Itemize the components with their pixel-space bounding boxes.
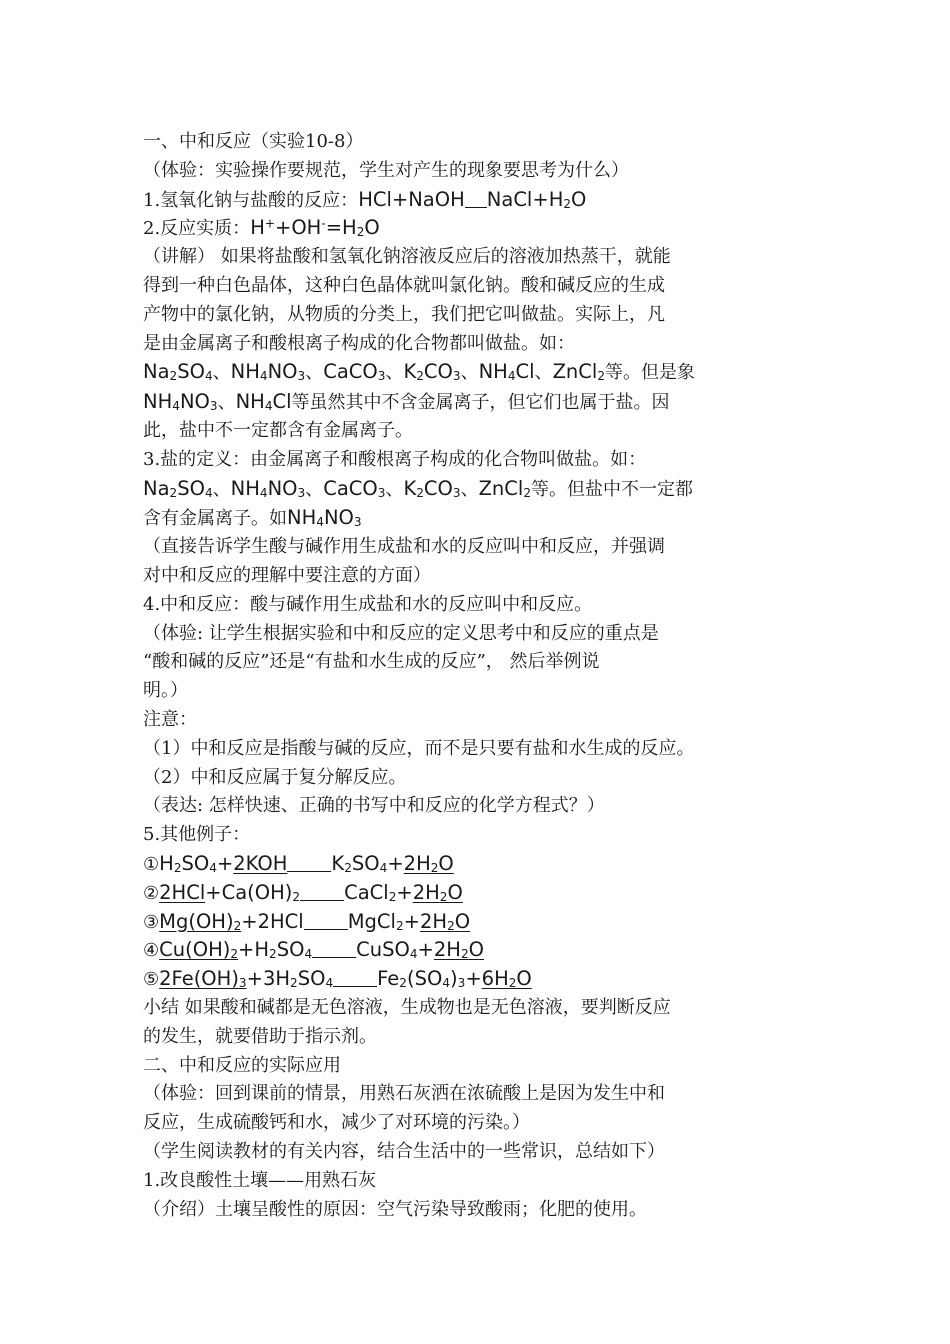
text-line: 的发生，就要借助于指示剂。 bbox=[143, 1025, 377, 1047]
formula-line: 含有金属离子。如$NH_4NO_3$ bbox=[143, 506, 362, 530]
text-line: （直接告诉学生酸与碱作用生成盐和水的反应叫中和反应，并强调 bbox=[143, 536, 665, 558]
text-line: 明。） bbox=[143, 680, 188, 702]
text-line: （1）中和反应是指酸与碱的反应，而不是只要有盐和水生成的反应。 bbox=[143, 737, 695, 759]
document-body bbox=[143, 128, 863, 1224]
text-line: 产物中的氯化钠，从物质的分类上，我们把它叫做盐。实际上，凡 bbox=[143, 303, 665, 325]
text-line: 得到一种白色晶体，这种白色晶体就叫氯化钠。酸和碱反应的生成 bbox=[143, 274, 665, 296]
example-equation-5: $⑤2Fe(OH)_3+3H_2SO_4$ $Fe_2(SO_4)_3+6H_2O$ bbox=[143, 967, 532, 991]
section-heading-1: 一、中和反应（实验10-8） bbox=[143, 131, 364, 152]
text-line: （体验: 让学生根据实验和中和反应的定义思考中和反应的重点是 bbox=[143, 622, 659, 644]
text-line: 反应，生成硫酸钙和水，减少了对环境的污染。） bbox=[143, 1112, 530, 1134]
text-line: （体验：实验操作要规范，学生对产生的现象要思考为什么） bbox=[143, 159, 629, 181]
equation-line: 2.反应实质：$H^++OH^-=H_2O$ bbox=[143, 216, 380, 240]
example-equation-2: $②2HCl+Ca(OH)_2$ $CaCl_2+2H_2O$ bbox=[143, 880, 463, 904]
text-line: 注意： bbox=[143, 709, 197, 731]
text-line: 小结 如果酸和碱都是无色溶液，生成物也是无色溶液，要判断反应 bbox=[143, 997, 671, 1019]
text-line: 1.改良酸性土壤——用熟石灰 bbox=[143, 1169, 377, 1191]
text-line: 5.其他例子： bbox=[143, 824, 251, 846]
equation-blank bbox=[333, 966, 377, 987]
equation-blank bbox=[287, 851, 331, 872]
formula-line: $Na_2SO_4$、$NH_4NO_3$、CaCO$_3$、$K_2CO_3$、$NH_4Cl$、ZnCl$_2$等。但是象 bbox=[143, 360, 696, 384]
formula-line: $Na_2SO_4$、$NH_4NO_3$、CaCO$_3$、$K_2CO_3$、ZnCl$_2$等。但盐中不一定都 bbox=[143, 476, 694, 500]
text-line: 4.中和反应：酸与碱作用生成盐和水的反应叫中和反应。 bbox=[143, 593, 593, 615]
text-line: （学生阅读教材的有关内容，结合生活中的一些常识，总结如下） bbox=[143, 1141, 665, 1162]
section-heading-2: 二、中和反应的实际应用 bbox=[143, 1054, 341, 1076]
text-line: （介绍）土壤呈酸性的原因：空气污染导致酸雨；化肥的使用。 bbox=[143, 1198, 647, 1220]
text-line: 3.盐的定义：由金属离子和酸根离子构成的化合物叫做盐。如： bbox=[143, 449, 647, 471]
text-line: （2）中和反应属于复分解反应。 bbox=[143, 766, 407, 788]
example-equation-4: $④Cu(OH)_2+H_2SO_4$ $CuSO_4+2H_2O$ bbox=[143, 938, 485, 962]
equation-blank bbox=[312, 937, 356, 958]
text-line: 对中和反应的理解中要注意的方面） bbox=[143, 565, 431, 587]
equation-line: 1.氢氧化钠与盐酸的反应：HCl+NaOH $NaCl+H_2O$ bbox=[143, 187, 587, 211]
text-line: （体验：回到课前的情景，用熟石灰洒在浓硫酸上是因为发生中和 bbox=[143, 1083, 665, 1105]
equation-blank bbox=[304, 909, 348, 930]
text-line: （表达: 怎样快速、正确的书写中和反应的化学方程式？） bbox=[143, 795, 605, 817]
text-line: 此，盐中不一定都含有金属离子。 bbox=[143, 420, 413, 442]
text-line: “酸和碱的反应”还是“有盐和水生成的反应”， 然后举例说 bbox=[143, 651, 600, 673]
equation-blank bbox=[465, 187, 487, 208]
example-equation-1: $①H_2SO_4+2KOH$ $K_2SO_4+2H_2O$ bbox=[143, 852, 454, 876]
formula-line: $NH_4NO_3$、$NH_4Cl$等虽然其中不含金属离子，但它们也属于盐。因 bbox=[143, 389, 670, 413]
equation-blank bbox=[300, 880, 344, 901]
text-line: （讲解） 如果将盐酸和氢氧化钠溶液反应后的溶液加热蒸干，就能 bbox=[143, 246, 671, 268]
example-equation-3: $③Mg(OH)_2+2HCl$ $MgCl_2+2H_2O$ bbox=[143, 909, 471, 933]
text-line: 是由金属离子和酸根离子构成的化合物都叫做盐。如： bbox=[143, 332, 575, 354]
